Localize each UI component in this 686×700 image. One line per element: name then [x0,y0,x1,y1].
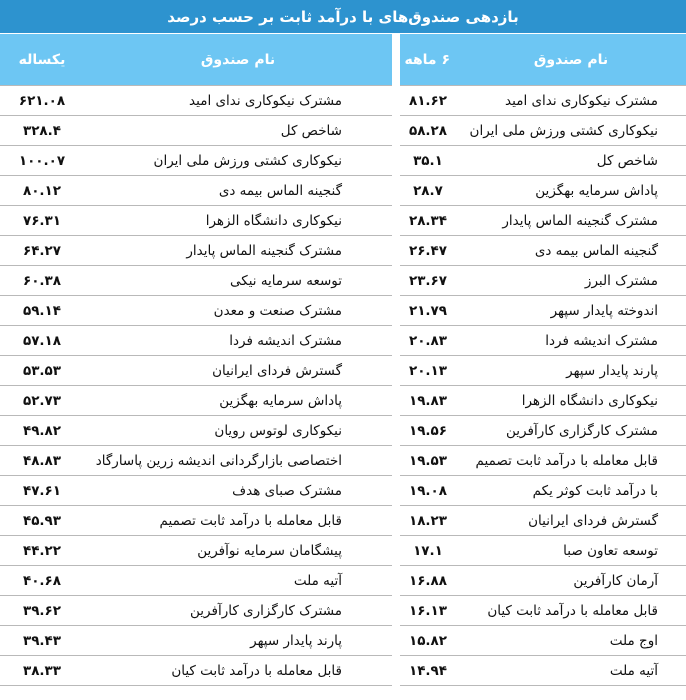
fund-name-1y-cell: مشترک صنعت و معدن [84,296,392,326]
fund-name-1y-cell: نیکوکاری دانشگاه الزهرا [84,206,392,236]
column-gap [392,566,400,596]
column-gap [392,446,400,476]
fund-name-6m-cell: نیکوکاری کشتی ورزش ملی ایران [456,116,686,146]
table-title: بازدهی صندوق‌های با درآمد ثابت بر حسب درصد [0,0,686,33]
table-row [0,416,686,446]
six-month-return-cell: ۲۶.۴۷ [400,236,456,266]
fund-name-1y-cell: شاخص کل [84,116,392,146]
fund-name-1y-cell: مشترک نیکوکاری ندای امید [84,86,392,116]
six-month-return-cell: ۲۰.۸۳ [400,326,456,356]
fund-name-1y-cell: پیشگامان سرمایه نوآفرین [84,536,392,566]
table-row [0,476,686,506]
six-month-return-cell: ۲۸.۳۴ [400,206,456,236]
fund-name-1y-cell: نیکوکاری کشتی ورزش ملی ایران [84,146,392,176]
table-row [0,266,686,296]
column-gap [392,326,400,356]
column-gap [392,356,400,386]
six-month-return-cell: ۱۴.۹۴ [400,656,456,686]
fund-name-6m-cell: قابل معامله با درآمد ثابت تصمیم [456,446,686,476]
fund-name-6m-cell: پارند پایدار سپهر [456,356,686,386]
table-row [0,146,686,176]
fund-name-6m-cell: آرمان کارآفرین [456,566,686,596]
fund-name-6m-cell: اندوخته پایدار سپهر [456,296,686,326]
table-body [0,86,686,686]
fund-name-6m-cell: با درآمد ثابت کوثر یکم [456,476,686,506]
six-month-return-cell: ۱۶.۸۸ [400,566,456,596]
six-month-return-cell: ۲۸.۷ [400,176,456,206]
table-row [0,536,686,566]
one-year-return-cell: ۳۹.۴۳ [0,626,84,656]
table-row [0,356,686,386]
one-year-return-cell: ۳۸.۳۳ [0,656,84,686]
header-row [0,34,686,86]
table-row [0,86,686,116]
one-year-return-cell: ۵۷.۱۸ [0,326,84,356]
fund-name-1y-cell: نیکوکاری لوتوس رویان [84,416,392,446]
header-fund-name-6m: نام صندوق [456,34,686,86]
column-gap [392,266,400,296]
one-year-return-cell: ۴۴.۲۲ [0,536,84,566]
column-gap [392,296,400,326]
column-gap [392,536,400,566]
column-gap [392,236,400,266]
column-gap [392,506,400,536]
fund-name-6m-cell: مشترک نیکوکاری ندای امید [456,86,686,116]
fund-name-1y-cell: مشترک صبای هدف [84,476,392,506]
one-year-return-cell: ۴۹.۸۲ [0,416,84,446]
table-row [0,596,686,626]
column-gap [392,176,400,206]
table-row [0,236,686,266]
fund-name-6m-cell: مشترک اندیشه فردا [456,326,686,356]
fund-name-6m-cell: مشترک گنجینه الماس پایدار [456,206,686,236]
fund-name-6m-cell: گنجینه الماس بیمه دی [456,236,686,266]
header-six-month: ۶ ماهه [400,34,456,86]
table-row [0,656,686,686]
table-row [0,326,686,356]
table-row [0,506,686,536]
column-gap [392,416,400,446]
table-row [0,386,686,416]
column-gap [392,116,400,146]
one-year-return-cell: ۷۶.۳۱ [0,206,84,236]
fund-name-1y-cell: گنجینه الماس بیمه دی [84,176,392,206]
one-year-return-cell: ۳۹.۶۲ [0,596,84,626]
column-gap [392,656,400,686]
fund-name-1y-cell: قابل معامله با درآمد ثابت تصمیم [84,506,392,536]
six-month-return-cell: ۱۹.۵۶ [400,416,456,446]
six-month-return-cell: ۱۹.۸۳ [400,386,456,416]
column-gap [392,386,400,416]
fund-name-1y-cell: اختصاصی بازارگردانی اندیشه زرین پاسارگاد [84,446,392,476]
six-month-return-cell: ۸۱.۶۲ [400,86,456,116]
six-month-return-cell: ۵۸.۲۸ [400,116,456,146]
fund-name-6m-cell: مشترک البرز [456,266,686,296]
six-month-return-cell: ۱۶.۱۳ [400,596,456,626]
table-row [0,446,686,476]
one-year-return-cell: ۸۰.۱۲ [0,176,84,206]
one-year-return-cell: ۵۲.۷۳ [0,386,84,416]
fund-name-6m-cell: توسعه تعاون صبا [456,536,686,566]
one-year-return-cell: ۴۷.۶۱ [0,476,84,506]
six-month-return-cell: ۲۳.۶۷ [400,266,456,296]
six-month-return-cell: ۱۹.۵۳ [400,446,456,476]
fund-name-1y-cell: گسترش فردای ایرانیان [84,356,392,386]
six-month-return-cell: ۱۷.۱ [400,536,456,566]
fund-name-6m-cell: قابل معامله با درآمد ثابت کیان [456,596,686,626]
fund-name-1y-cell: پاداش سرمایه بهگزین [84,386,392,416]
six-month-return-cell: ۲۱.۷۹ [400,296,456,326]
fund-name-6m-cell: نیکوکاری دانشگاه الزهرا [456,386,686,416]
fund-name-1y-cell: توسعه سرمایه نیکی [84,266,392,296]
fund-name-1y-cell: پارند پایدار سپهر [84,626,392,656]
table-row [0,116,686,146]
column-gap [392,86,400,116]
one-year-return-cell: ۶۰.۳۸ [0,266,84,296]
fund-name-6m-cell: آتیه ملت [456,656,686,686]
column-gap [392,476,400,506]
fund-name-1y-cell: مشترک کارگزاری کارآفرین [84,596,392,626]
table-row [0,296,686,326]
fund-name-6m-cell: گسترش فردای ایرانیان [456,506,686,536]
table-row [0,176,686,206]
one-year-return-cell: ۴۰.۶۸ [0,566,84,596]
one-year-return-cell: ۶۲۱.۰۸ [0,86,84,116]
column-gap [392,206,400,236]
fund-name-1y-cell: آتیه ملت [84,566,392,596]
six-month-return-cell: ۱۸.۲۳ [400,506,456,536]
fund-name-6m-cell: شاخص کل [456,146,686,176]
header-one-year: یکساله [0,34,84,86]
header-fund-name-1y: نام صندوق [84,34,392,86]
table-row [0,626,686,656]
six-month-return-cell: ۱۵.۸۲ [400,626,456,656]
column-gap [392,34,400,86]
one-year-return-cell: ۴۵.۹۳ [0,506,84,536]
fund-name-6m-cell: اوج ملت [456,626,686,656]
one-year-return-cell: ۵۳.۵۳ [0,356,84,386]
six-month-return-cell: ۲۰.۱۳ [400,356,456,386]
fund-name-6m-cell: مشترک کارگزاری کارآفرین [456,416,686,446]
one-year-return-cell: ۶۴.۲۷ [0,236,84,266]
fund-name-1y-cell: مشترک اندیشه فردا [84,326,392,356]
one-year-return-cell: ۱۰۰.۰۷ [0,146,84,176]
one-year-return-cell: ۳۲۸.۴ [0,116,84,146]
six-month-return-cell: ۱۹.۰۸ [400,476,456,506]
table-row [0,566,686,596]
column-gap [392,146,400,176]
column-gap [392,596,400,626]
fund-name-6m-cell: پاداش سرمایه بهگزین [456,176,686,206]
table-row [0,206,686,236]
column-gap [392,626,400,656]
one-year-return-cell: ۵۹.۱۴ [0,296,84,326]
fund-name-1y-cell: قابل معامله با درآمد ثابت کیان [84,656,392,686]
one-year-return-cell: ۴۸.۸۳ [0,446,84,476]
fund-name-1y-cell: مشترک گنجینه الماس پایدار [84,236,392,266]
fund-returns-table [0,34,686,686]
six-month-return-cell: ۳۵.۱ [400,146,456,176]
